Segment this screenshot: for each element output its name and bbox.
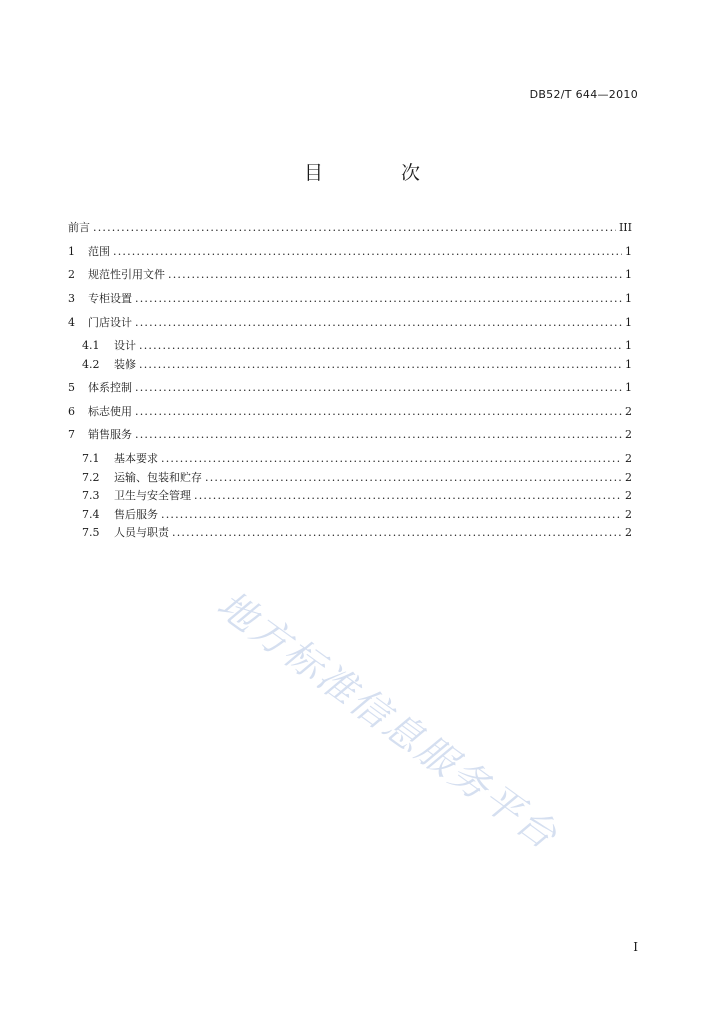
toc-entry-label: 销售服务 <box>88 428 132 442</box>
toc-entry-number: 4.2 <box>82 357 100 371</box>
toc-entry-page: 1 <box>625 380 632 394</box>
toc-entry-number: 7.1 <box>82 452 100 465</box>
toc-entry-number: 7.5 <box>82 526 100 539</box>
toc-entry-label: 售后服务 <box>114 507 158 521</box>
toc-entry-number: 1 <box>68 244 75 258</box>
toc-entry-7-2[interactable] <box>68 469 632 488</box>
toc-entry-5[interactable] <box>68 379 632 403</box>
toc-entry-7-3[interactable] <box>68 487 632 506</box>
toc-entry-label: 专柜设置 <box>88 292 132 306</box>
toc-entry-page: 2 <box>625 428 632 442</box>
toc-leader-dots <box>168 268 622 281</box>
watermark: 地方标准信息服务平台 <box>209 582 567 859</box>
toc-entry-page: 1 <box>625 268 632 282</box>
toc-entry-label: 人员与职责 <box>114 526 169 539</box>
toc-entry-label: 范围 <box>88 244 110 258</box>
toc-leader-dots <box>93 221 616 234</box>
page-number: I <box>633 940 638 954</box>
toc-entry-1[interactable] <box>68 243 632 267</box>
toc-entry-label: 运输、包装和贮存 <box>114 470 202 484</box>
toc-leader-dots <box>113 245 622 258</box>
toc-leader-dots <box>139 358 622 371</box>
toc-entry-number: 7.3 <box>82 489 100 502</box>
toc-entry-page: 2 <box>625 526 632 539</box>
toc-leader-dots <box>161 508 622 521</box>
toc-entry-label: 体系控制 <box>88 380 132 394</box>
toc-entry-label: 基本要求 <box>114 452 158 465</box>
toc-leader-dots <box>135 316 622 329</box>
toc-entry-7-1[interactable] <box>68 450 632 469</box>
toc-entry-7-4[interactable] <box>68 506 632 525</box>
toc-entry-number: 5 <box>68 380 75 394</box>
toc-leader-dots <box>135 381 622 394</box>
toc-entry-label: 门店设计 <box>88 315 132 329</box>
toc-entry-6[interactable] <box>68 403 632 427</box>
toc-entry-label: 设计 <box>114 339 136 353</box>
toc-entry-number: 7 <box>68 428 75 442</box>
toc-leader-dots <box>135 405 622 418</box>
toc-entry-7-5[interactable] <box>68 524 632 543</box>
toc-entry-number: 2 <box>68 268 75 282</box>
table-of-contents <box>68 219 632 543</box>
toc-entry-4[interactable] <box>68 314 632 338</box>
toc-entry-2[interactable] <box>68 266 632 290</box>
toc-entry-page: III <box>618 221 632 234</box>
page-title: 目 次 <box>303 162 457 184</box>
toc-leader-dots <box>205 471 622 484</box>
toc-entry-page: 2 <box>625 507 632 521</box>
toc-entry-page: 2 <box>625 452 632 465</box>
toc-entry-4-1[interactable] <box>68 337 632 356</box>
toc-entry-number: 3 <box>68 292 75 306</box>
toc-entry-page: 1 <box>625 339 632 353</box>
toc-entry-number: 4.1 <box>82 339 100 353</box>
toc-entry-label: 规范性引用文件 <box>88 268 165 282</box>
toc-entry-page: 2 <box>625 470 632 484</box>
toc-entry-number: 7.2 <box>82 470 100 484</box>
toc-leader-dots <box>139 339 622 352</box>
toc-entry-page: 2 <box>625 489 632 502</box>
document-code: DB52/T 644—2010 <box>529 88 638 101</box>
toc-leader-dots <box>194 489 622 502</box>
toc-entry-number: 6 <box>68 404 75 418</box>
toc-entry-4-2[interactable] <box>68 356 632 379</box>
toc-entry-number: 7.4 <box>82 507 100 521</box>
toc-entry-page: 1 <box>625 292 632 306</box>
toc-leader-dots <box>172 526 622 539</box>
toc-entry-page: 1 <box>625 244 632 258</box>
toc-entry-page: 2 <box>625 404 632 418</box>
toc-leader-dots <box>161 452 622 465</box>
toc-entry-foreword[interactable] <box>68 219 632 243</box>
toc-entry-page: 1 <box>625 357 632 371</box>
toc-entry-page: 1 <box>625 315 632 329</box>
toc-entry-label: 卫生与安全管理 <box>114 489 191 502</box>
toc-entry-label: 装修 <box>114 357 136 371</box>
toc-entry-number: 4 <box>68 315 75 329</box>
toc-entry-7[interactable] <box>68 426 632 450</box>
toc-entry-label: 前言 <box>68 221 90 234</box>
toc-leader-dots <box>135 292 622 305</box>
toc-entry-3[interactable] <box>68 290 632 314</box>
toc-entry-label: 标志使用 <box>88 404 132 418</box>
toc-leader-dots <box>135 428 622 441</box>
